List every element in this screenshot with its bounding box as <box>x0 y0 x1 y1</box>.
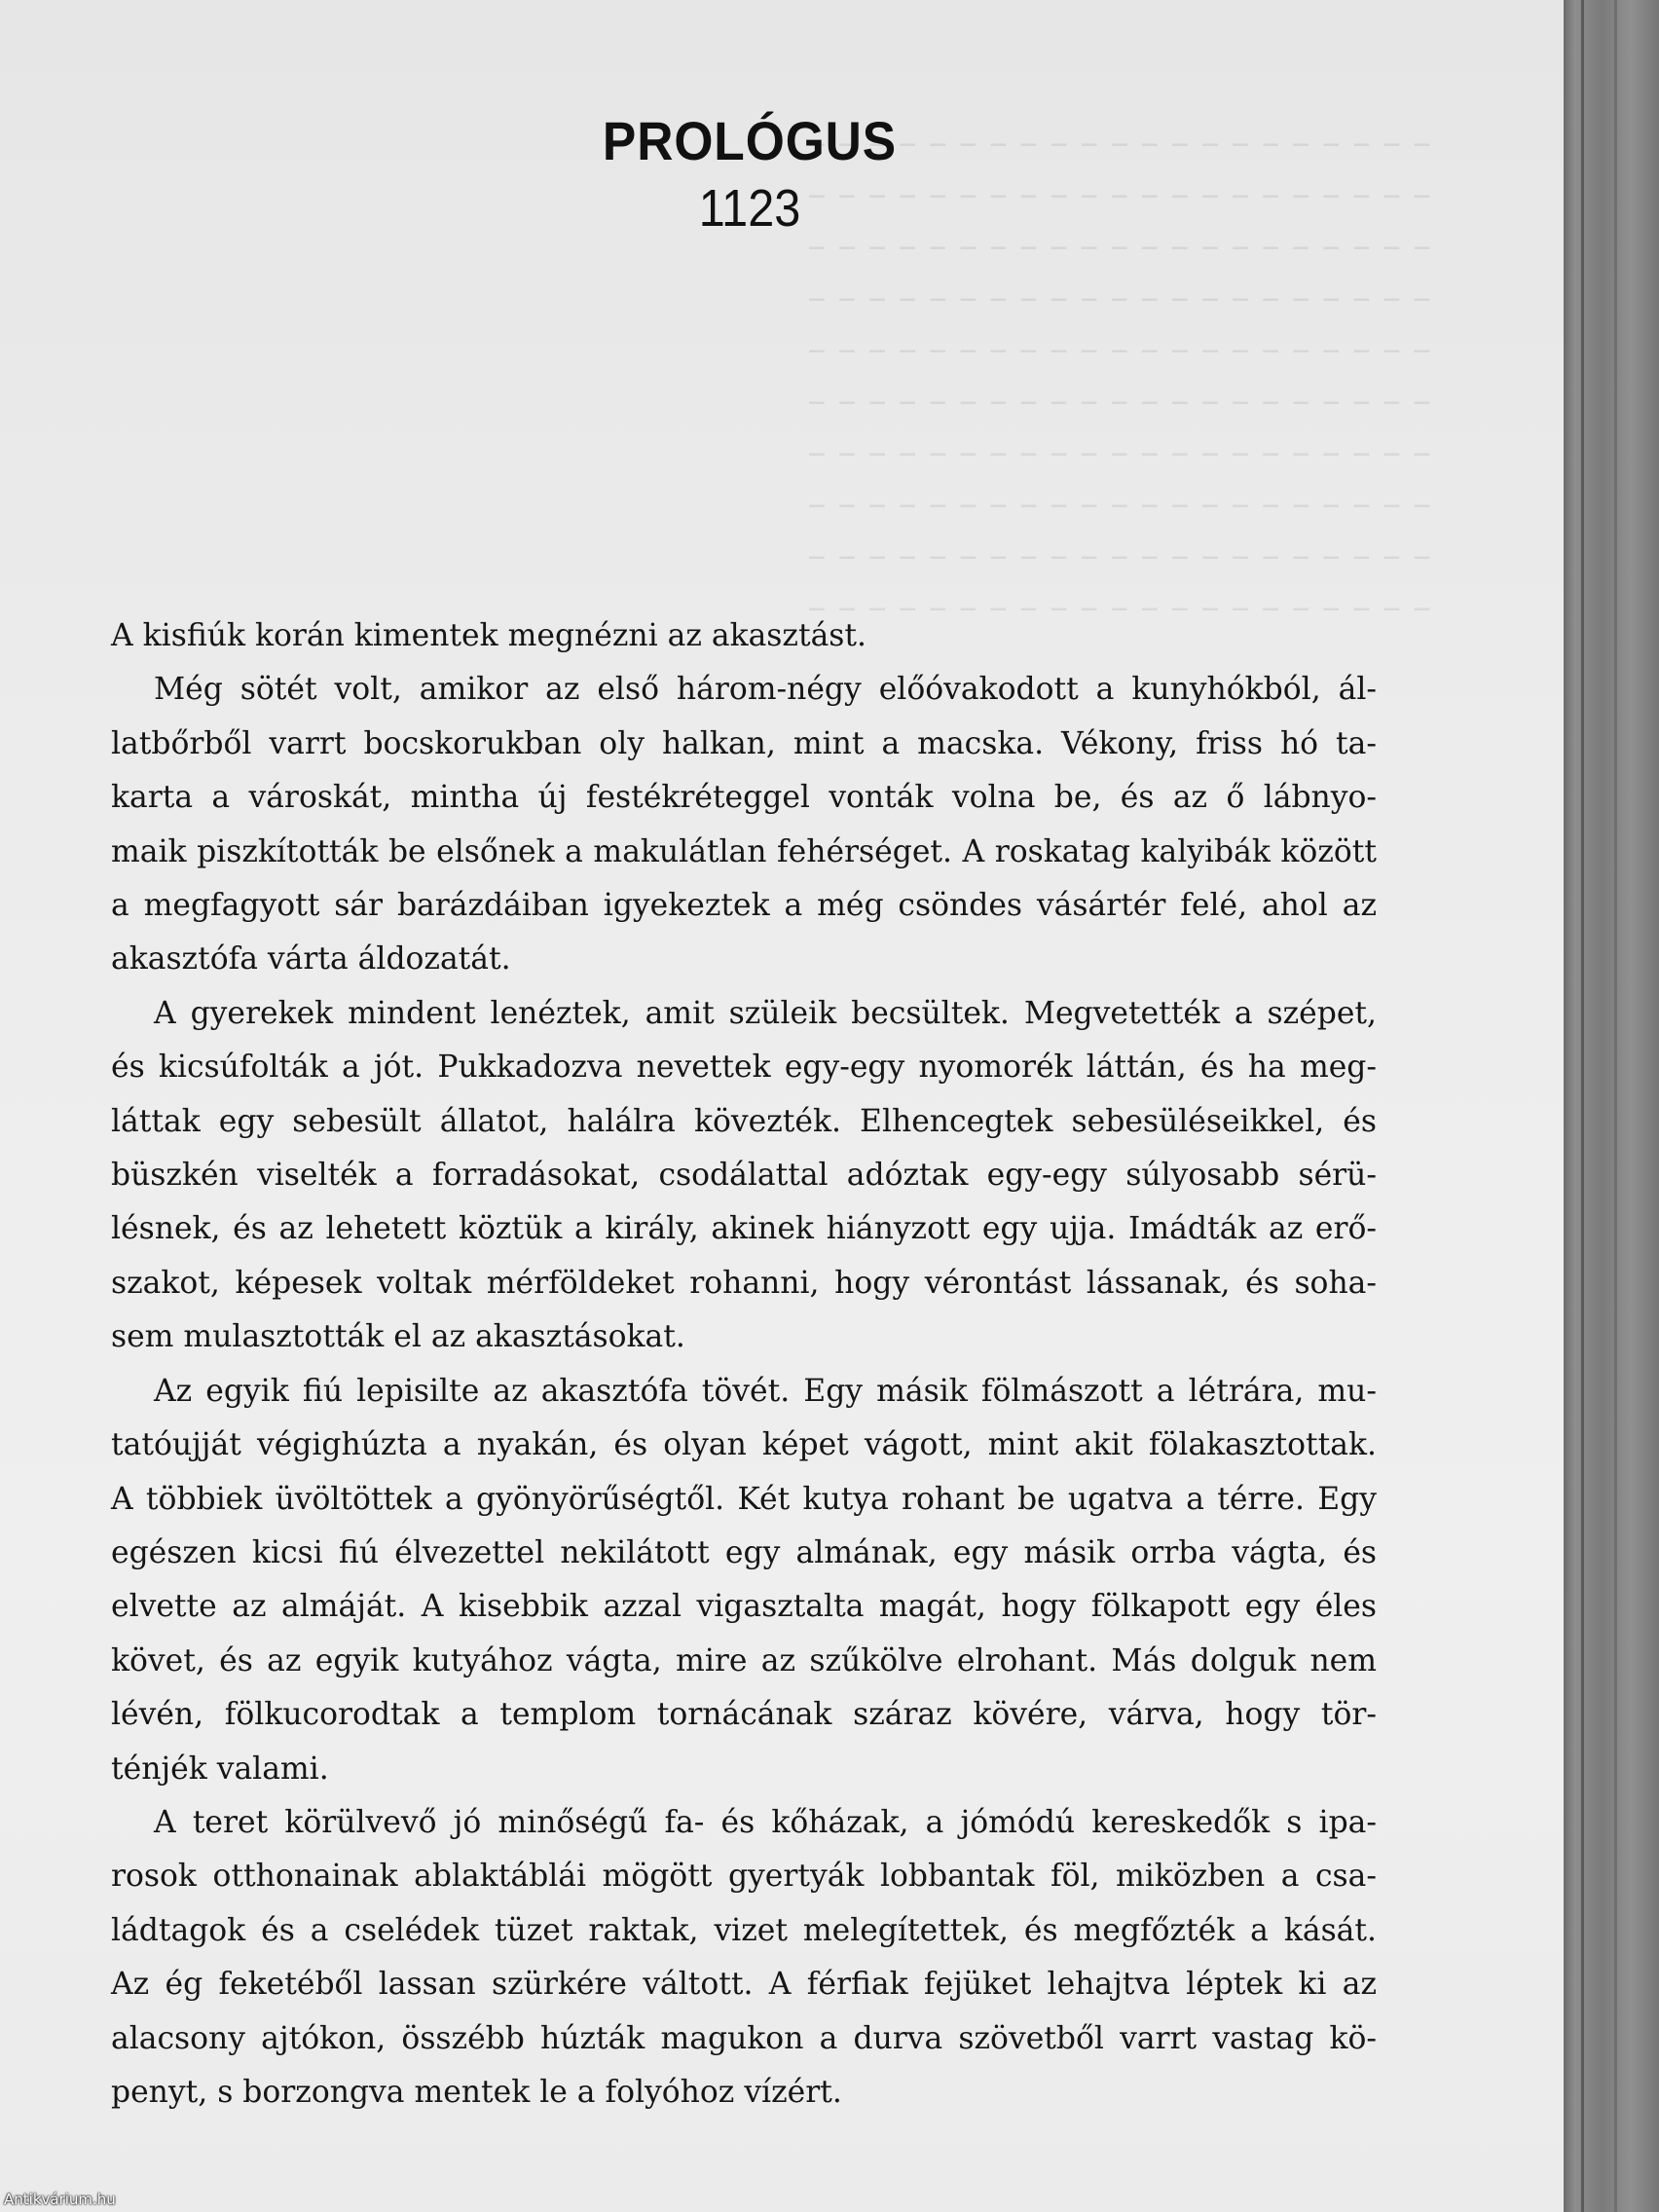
text-line: láttak egy sebesült állatot, halálra kövezték. Elhencegtek sebesüléseikkel, és <box>111 1103 1377 1139</box>
text-line: penyt, s borzongva mentek le a folyóhoz vízért. <box>111 2074 842 2110</box>
text-line: szakot, képesek voltak mérföldeket rohanni, hogy vérontást lássanak, és soha- <box>111 1265 1377 1301</box>
text-line: A gyerekek mindent lenéztek, amit szüleik becsültek. Megvetették a szépet, <box>154 995 1377 1031</box>
text-line: büszkén viselték a forradásokat, csodálattal adóztak egy-egy súlyosabb sérü- <box>111 1158 1377 1194</box>
show-through-text: – – – – – – – – – – – – – – – – – – – – – – – – – – – – – – – – – – – – – – – – – – – – – – – – – – – – – – – – – – – – – – – – – – – – – – – – – – – – – – – – – – – – – – – – – – – – – – – – – – – – – – – – – – – – – – – – – – – – – – – – – – – – – – – – – – – – – – – – – – – – – – – – – – – – – – – – – – – – – – – – – – – – – – – – – – – – – – – – – – – – – – – – – – – – – – – – – – – – – – – – – – – – – – – – – – <box>807 121 1431 628</box>
text-line: karta a városkát, mintha új festékréteggel vonták volna be, és az ő lábnyo- <box>111 780 1377 816</box>
paragraph-5 <box>111 1796 1377 2120</box>
edge-line <box>1614 0 1617 2212</box>
watermark: Antikvárium.hu <box>4 2191 116 2208</box>
text-line: sem mulasztották el az akasztásokat. <box>111 1319 685 1355</box>
text-line: maik piszkították be elsőnek a makulátlan fehérséget. A roskatag kalyibák között <box>111 833 1377 869</box>
paragraph-4 <box>111 1365 1377 1796</box>
text-line: A többiek üvöltöttek a gyönyörűségtől. Két kutya rohant be ugatva a térre. Egy <box>111 1481 1377 1517</box>
paragraph-3 <box>111 987 1377 1365</box>
text-line: Az ég feketéből lassan szürkére váltott. A férfiak fejüket lehajtva léptek ki az <box>111 1967 1377 2003</box>
text-line: alacsony ajtókon, összébb húzták magukon a durva szövetből varrt vastag kö- <box>111 2020 1377 2056</box>
chapter-year: 1123 <box>698 179 801 238</box>
text-line: a megfagyott sár barázdáiban igyekeztek a még csöndes vásártér felé, ahol az <box>111 888 1377 924</box>
chapter-title: PROLÓGUS <box>602 110 898 171</box>
chapter-body <box>111 609 1377 2120</box>
edge-line <box>1581 0 1584 2212</box>
text-line: és kicsúfolták a jót. Pukkadozva nevettek egy-egy nyomorék láttán, és ha meg- <box>111 1050 1377 1086</box>
text-line: egészen kicsi fiú élvezettel nekilátott egy almának, egy másik orrba vágta, és <box>111 1534 1377 1570</box>
text-line: elvette az almáját. A kisebbik azzal vigasztalta magát, hogy fölkapott egy éles <box>111 1589 1377 1625</box>
text-line: akasztófa várta áldozatát. <box>111 941 511 977</box>
text-line: lévén, fölkucorodtak a templom tornácának száraz kövére, várva, hogy tör- <box>111 1697 1377 1733</box>
text-line: ténjék valami. <box>111 1751 329 1787</box>
text-line: A kisfiúk korán kimentek megnézni az akasztást. <box>111 618 866 653</box>
text-line: ládtagok és a cselédek tüzet raktak, vizet melegítettek, és megfőzték a kását. <box>111 1912 1377 1948</box>
chapter-heading <box>0 109 1499 243</box>
text-line: latbőrből varrt bocskorukban oly halkan, mint a macska. Vékony, friss hó ta- <box>111 725 1377 761</box>
text-line: rosok otthonainak ablaktáblái mögött gyertyák lobbantak föl, miközben a csa- <box>111 1859 1377 1895</box>
paragraph-2 <box>111 663 1377 986</box>
text-line: A teret körülvevő jó minőségű fa- és kőházak, a jómódú kereskedők s ipa- <box>154 1804 1377 1840</box>
text-line: Az egyik fiú lepisilte az akasztófa tövét. Egy másik fölmászott a létrára, mu- <box>154 1373 1377 1409</box>
paragraph-1 <box>111 609 1377 663</box>
text-line: tatóujját végighúzta a nyakán, és olyan képet vágott, mint akit fölakasztottak. <box>111 1427 1377 1463</box>
page-edge-shadow <box>1564 0 1659 2212</box>
text-line: lésnek, és az lehetett köztük a király, akinek hiányzott egy ujja. Imádták az erő- <box>111 1211 1377 1247</box>
text-line: követ, és az egyik kutyához vágta, mire az szűkölve elrohant. Más dolguk nem <box>111 1642 1377 1678</box>
text-line: Még sötét volt, amikor az első három-négy előóvakodott a kunyhókból, ál- <box>154 672 1377 708</box>
